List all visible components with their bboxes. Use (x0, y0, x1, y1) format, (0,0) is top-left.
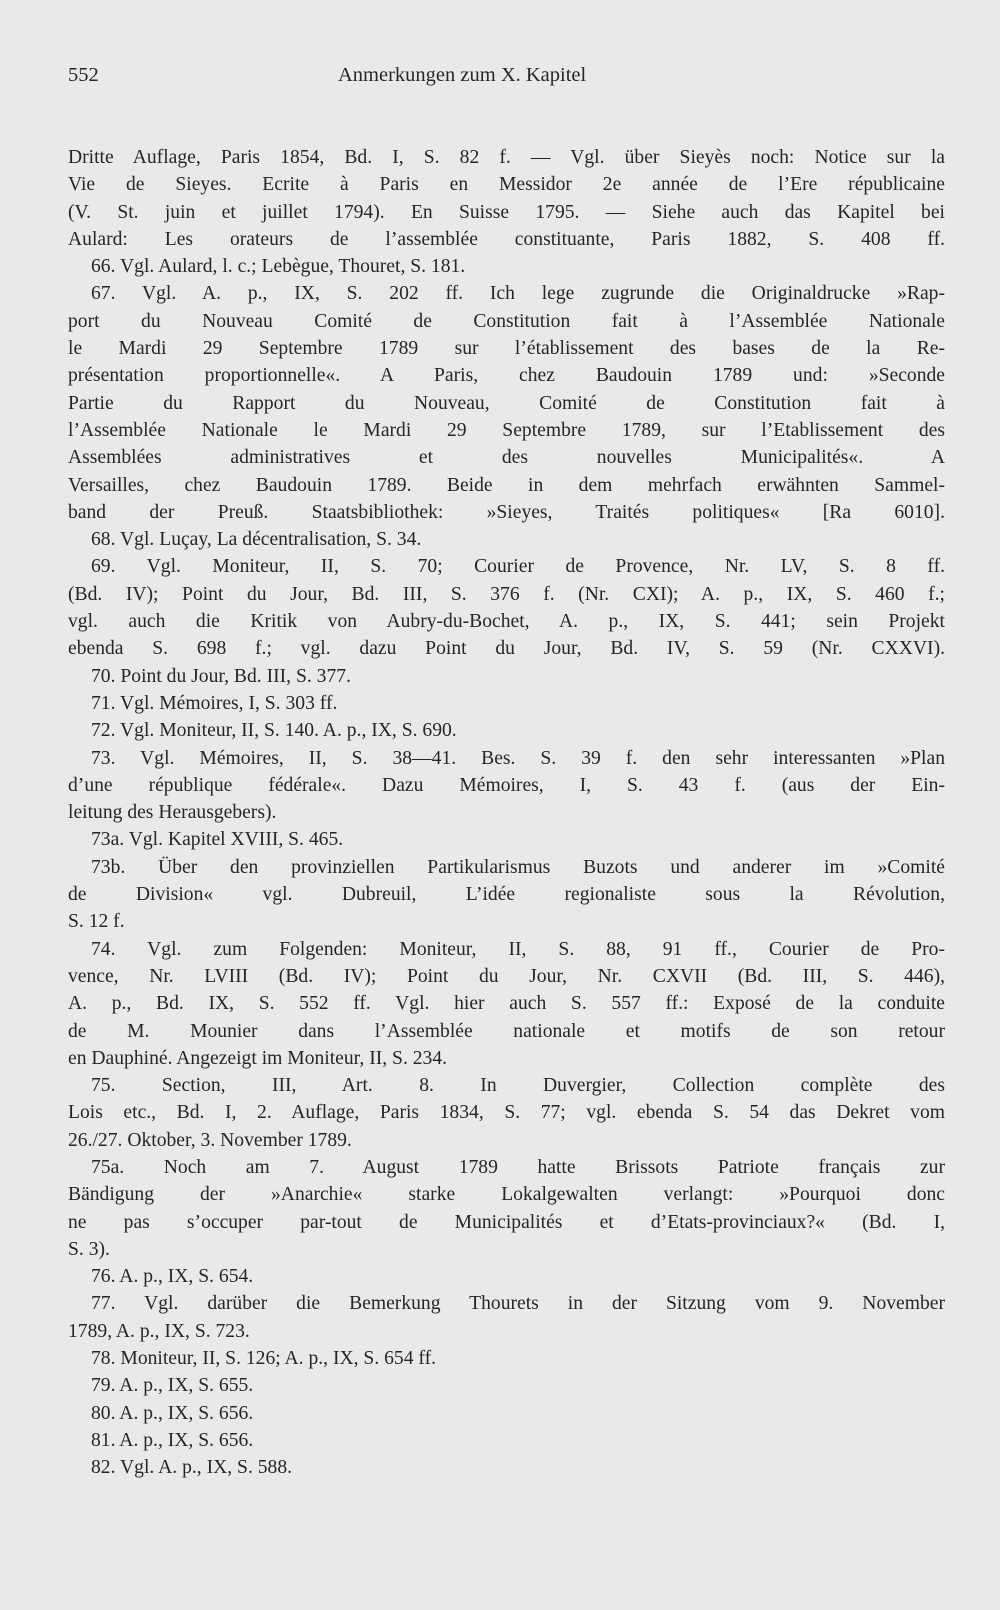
note-line: 76. A. p., IX, S. 654. (91, 1266, 254, 1288)
page-number: 552 (68, 64, 99, 86)
note-line: 82. Vgl. A. p., IX, S. 588. (91, 1457, 293, 1479)
note-line: S. 3). (68, 1238, 110, 1260)
note-line: 70. Point du Jour, Bd. III, S. 377. (91, 665, 351, 687)
note-line: 66. Vgl. Aulard, l. c.; Lebègue, Thouret, S. 181. (91, 256, 466, 278)
running-head: Anmerkungen zum X. Kapitel (338, 64, 587, 86)
note-line: Bändigung der »Anarchie« starke Lokalgewalten verlangt: »Pourquoi donc (68, 1184, 945, 1206)
note-line: 73a. Vgl. Kapitel XVIII, S. 465. (91, 829, 344, 851)
note-line: 73. Vgl. Mémoires, II, S. 38—41. Bes. S. 39 f. den sehr interessanten »Plan (91, 747, 945, 769)
note-line: (V. St. juin et juillet 1794). En Suisse 1795. — Siehe auch das Kapitel bei (68, 201, 945, 223)
note-line: (Bd. IV); Point du Jour, Bd. III, S. 376 f. (Nr. CXI); A. p., IX, S. 460 f.; (68, 583, 945, 605)
note-line: A. p., Bd. IX, S. 552 ff. Vgl. hier auch S. 557 ff.: Exposé de la conduite (68, 993, 945, 1015)
note-line: 72. Vgl. Moniteur, II, S. 140. A. p., IX, S. 690. (91, 720, 457, 742)
note-line: 73b. Über den provinziellen Partikularismus Buzots und anderer im »Comité (91, 856, 945, 878)
note-line: 69. Vgl. Moniteur, II, S. 70; Courier de Provence, Nr. LV, S. 8 ff. (91, 556, 945, 578)
note-line: Partie du Rapport du Nouveau, Comité de Constitution fait à (68, 392, 945, 414)
note-line: ebenda S. 698 f.; vgl. dazu Point du Jour, Bd. IV, S. 59 (Nr. CXXVI). (68, 638, 945, 660)
note-line: vgl. auch die Kritik von Aubry-du-Bochet, A. p., IX, S. 441; sein Projekt (68, 611, 945, 633)
page-header (68, 64, 945, 108)
note-line: 75. Section, III, Art. 8. In Duvergier, Collection complète des (91, 1075, 945, 1097)
note-line: d’une république fédérale«. Dazu Mémoires, I, S. 43 f. (aus der Ein- (68, 774, 945, 796)
note-line: 77. Vgl. darüber die Bemerkung Thourets in der Sitzung vom 9. November (91, 1293, 945, 1315)
note-line: band der Preuß. Staatsbibliothek: »Sieyes, Traités politiques« [Ra 6010]. (68, 501, 945, 523)
note-line: ne pas s’occuper par-tout de Municipalités et d’Etats-provinciaux?« (Bd. I, (68, 1211, 945, 1233)
note-line: de M. Mounier dans l’Assemblée nationale et motifs de son retour (68, 1020, 945, 1042)
note-line: Versailles, chez Baudouin 1789. Beide in dem mehrfach erwähnten Sammel- (68, 474, 945, 496)
note-line: 1789, A. p., IX, S. 723. (68, 1320, 250, 1342)
note-line: Dritte Auflage, Paris 1854, Bd. I, S. 82 f. — Vgl. über Sieyès noch: Notice sur la (68, 147, 945, 168)
endnotes-body (68, 144, 945, 1482)
note-line: 71. Vgl. Mémoires, I, S. 303 ff. (91, 692, 338, 714)
note-line: 80. A. p., IX, S. 656. (91, 1402, 254, 1424)
note-line: S. 12 f. (68, 911, 125, 933)
note-line: le Mardi 29 Septembre 1789 sur l’établissement des bases de la Re- (68, 338, 945, 360)
note-line: en Dauphiné. Angezeigt im Moniteur, II, S. 234. (68, 1047, 448, 1069)
note-line: Aulard: Les orateurs de l’assemblée constituante, Paris 1882, S. 408 ff. (68, 228, 945, 250)
note-line: 68. Vgl. Luçay, La décentralisation, S. 34. (91, 529, 422, 551)
note-line: Vie de Sieyes. Ecrite à Paris en Messidor 2e année de l’Ere républicaine (68, 174, 945, 196)
note-line: Assemblées administratives et des nouvelles Municipalités«. A (68, 447, 945, 469)
note-line: 79. A. p., IX, S. 655. (91, 1375, 254, 1397)
note-line: présentation proportionnelle«. A Paris, chez Baudouin 1789 und: »Seconde (68, 365, 945, 387)
note-line: de Division« vgl. Dubreuil, L’idée regionaliste sous la Révolution, (68, 884, 945, 906)
note-line: 74. Vgl. zum Folgenden: Moniteur, II, S. 88, 91 ff., Courier de Pro- (91, 938, 945, 960)
note-line: Lois etc., Bd. I, 2. Auflage, Paris 1834, S. 77; vgl. ebenda S. 54 das Dekret vom (68, 1102, 945, 1124)
note-line: 75a. Noch am 7. August 1789 hatte Brissots Patriote français zur (91, 1156, 945, 1178)
note-line: leitung des Herausgebers). (68, 802, 277, 824)
note-line: 81. A. p., IX, S. 656. (91, 1429, 254, 1451)
note-line: l’Assemblée Nationale le Mardi 29 Septembre 1789, sur l’Etablissement des (68, 419, 945, 441)
note-line: port du Nouveau Comité de Constitution fait à l’Assemblée Nationale (68, 310, 945, 332)
note-line: 26./27. Oktober, 3. November 1789. (68, 1129, 352, 1151)
note-line: vence, Nr. LVIII (Bd. IV); Point du Jour, Nr. CXVII (Bd. III, S. 446), (68, 965, 945, 987)
note-line: 78. Moniteur, II, S. 126; A. p., IX, S. 654 ff. (91, 1348, 437, 1370)
note-line: 67. Vgl. A. p., IX, S. 202 ff. Ich lege zugrunde die Originaldrucke »Rap- (91, 283, 945, 305)
